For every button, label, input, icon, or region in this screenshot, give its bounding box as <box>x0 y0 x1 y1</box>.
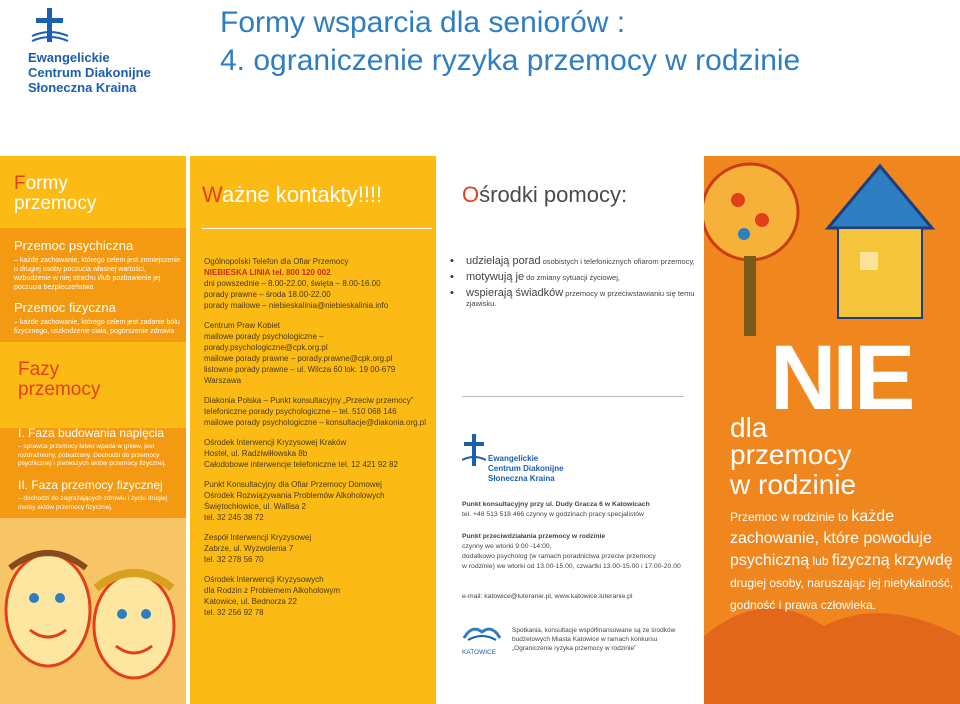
title-line-2: 4. ograniczenie ryzyka przemocy w rodzinie <box>220 44 801 77</box>
katowice-emblem-icon <box>462 622 502 642</box>
bullet-item <box>466 288 698 309</box>
katowice-label: KATOWICE <box>462 649 497 656</box>
logo-line: Centrum Diakonijne <box>28 65 151 80</box>
bullet-item <box>466 256 698 267</box>
contact-entry <box>204 256 434 311</box>
sponsor-note: Spotkania, konsultacje współfinansowane są ze środków budżetowych Miasta Katowice w ramach konkursu „Ograniczenie ryzyka przemocy w rodzinie” <box>512 627 676 652</box>
logo-line: Słoneczna Kraina <box>28 80 137 95</box>
paragraph-segment: Przemoc w rodzinie to <box>730 510 852 524</box>
campaign-column <box>704 156 960 704</box>
info-line: Punkt przeciwdziałania przemocy w rodzinie <box>462 533 606 540</box>
phases-heading-box <box>0 342 186 428</box>
info-line: dodatkowo psycholog (w ramach poradnictwa przeciw przemocy <box>462 553 656 560</box>
contact-detail: tel. 32 256 92 78 <box>204 608 264 617</box>
definition-paragraph <box>730 506 956 616</box>
consultation-point <box>462 500 698 520</box>
contact-detail: Świętochłowice, ul. Wallisa 2 <box>204 502 306 511</box>
contact-detail: mailowe porady prawne – porady.prawne@cpk.org.pl <box>204 354 393 363</box>
heading-line-2: przemocy <box>14 193 97 214</box>
contact-detail: tel. 32 278 56 70 <box>204 555 264 564</box>
phases-heading <box>18 360 100 400</box>
contact-detail: Całodobowe interwencje telefoniczne tel. 12 421 92 82 <box>204 460 398 469</box>
contact-name: Ośrodek Rozwiązywania Problemów Alkoholowych <box>204 491 385 500</box>
help-bullets <box>466 256 698 314</box>
paragraph-segment: zachowanie, które powoduje psychiczną <box>730 530 932 569</box>
contact-entry <box>204 320 434 386</box>
bullet-lead: wspierają świadków <box>466 287 564 299</box>
contacts-heading <box>202 182 382 208</box>
bullet-rest: osobistych i telefonicznych ofiarom przemocy, <box>540 257 695 266</box>
help-centers-heading <box>462 182 627 208</box>
section-title: Przemoc psychiczna <box>14 238 134 253</box>
katowice-logo <box>462 622 506 656</box>
phase-desc: – sprawca przemocy łatwo wpada w gniew, jest rozdrażniony, pobudzony. Dochodzi do przemocy psychicznej i pierwszych aktów przemocy fizycznej. <box>18 443 167 467</box>
contact-detail: mailowe porady psychologiczne – konsultacje@diakonia.org.pl <box>204 418 427 427</box>
divider <box>462 396 684 397</box>
contacts-list <box>204 256 434 627</box>
logo <box>28 6 178 102</box>
logo-small <box>462 432 572 488</box>
heading-rest: ormy <box>25 173 68 194</box>
section-desc: – każde zachowanie, którego celem jest zadanie bólu fizycznego, uszkodzenie ciała, pogorszenie zdrowia <box>14 319 180 335</box>
info-line: w rodzinie) we wtorki od 13.00-15.00, czwartki 13.00-15.00 i 17.00-20.00 <box>462 563 681 570</box>
contact-detail: porady mailowe – niebieskalinia@niebieskalinia.info <box>204 301 389 310</box>
bullet-item <box>466 272 698 283</box>
bullet-lead: udzielają porad <box>466 255 541 267</box>
contact-detail: mailowe porady psychologiczne – porady.psychologiczne@cpk.org.pl <box>204 332 328 352</box>
forms-column <box>0 156 186 704</box>
bullet-rest: do zmiany sytuacji życiowej, <box>524 273 620 282</box>
bullet-lead: motywują je <box>466 271 525 283</box>
phase-title: II. Faza przemocy fizycznej <box>18 478 163 492</box>
divider <box>202 228 432 229</box>
logo-line: Ewangelickie <box>488 454 539 463</box>
contact-name: Ogólnopolski Telefon dla Ofiar Przemocy <box>204 257 349 266</box>
cross-logo-icon <box>28 6 72 46</box>
contact-name: Centrum Praw Kobiet <box>204 321 281 330</box>
contact-entry <box>204 437 434 470</box>
email-line: e-mail: katowice@luteranie.pl, www.katowice.luteranie.pl <box>462 593 633 600</box>
phases-line-1: Fazy <box>18 359 60 380</box>
contact-highlight: NIEBIESKA LINIA <box>204 268 271 277</box>
contact-name: Zespół Interwencji Kryzysowej <box>204 533 312 542</box>
paragraph-segment: lub <box>809 554 832 568</box>
help-centers-column <box>440 156 702 704</box>
info-line: tel. +48 513 518 466 czynny w godzinach pracy specjalistów <box>462 511 644 518</box>
contact-detail: telefoniczne porady psychologiczne – tel. 510 068 146 <box>204 407 397 416</box>
info-line: czynny we wtorki 9:00 -14:00, <box>462 543 552 550</box>
heading-initial: O <box>462 182 480 207</box>
contact-entry <box>204 574 434 618</box>
contact-detail: porady prawne – środa 18.00-22.00 <box>204 290 331 299</box>
header <box>0 0 960 156</box>
contact-line <box>204 267 434 278</box>
contact-detail: Hostel, ul. Radziwiłłowska 8b <box>204 449 308 458</box>
forms-heading <box>14 174 96 214</box>
child-drawing-faces <box>0 518 186 704</box>
contact-name: Ośrodek Interwencji Kryzysowych <box>204 575 324 584</box>
logo-line: Ewangelickie <box>28 50 110 65</box>
section-desc: – każde zachowanie, którego celem jest zmniejszenie u drugiej osoby poczucia własnej wartości, wzbudzenie w niej strachu i/lub pozbawienie jej poczucia bezpieczeństwa <box>14 257 181 291</box>
contact-entry <box>204 479 434 523</box>
title-line-1: Formy wsparcia dla seniorów : <box>220 6 626 39</box>
section-title: Przemoc fizyczna <box>14 300 116 315</box>
contacts-column <box>190 156 436 704</box>
phase-desc: – dochodzi do zagrażających zdrowiu i życiu drugiej osoby aktów przemocy fizycznej. <box>18 495 168 511</box>
section-physical <box>14 300 182 336</box>
phase-title: I. Faza budowania napięcia <box>18 426 165 440</box>
forms-heading-box <box>0 156 186 228</box>
contact-detail: dni powszednie – 8.00-22.00, święta – 8.00-16.00 <box>204 279 381 288</box>
heading-initial: W <box>202 182 222 207</box>
heading-rest: ażne kontakty!!!! <box>221 182 383 207</box>
subtitle-line-1: przemocy <box>730 439 852 470</box>
contact-name: Ośrodek Interwencji Kryzysowej Kraków <box>204 438 347 447</box>
campaign-subtitle <box>730 440 856 500</box>
contact-name: dla Rodzin z Problemem Alkoholowym <box>204 586 341 595</box>
phase-2 <box>18 478 184 512</box>
contact-phone: tel. 800 120 002 <box>270 268 331 277</box>
contact-name: Punkt Konsultacyjny dla Ofiar Przemocy Domowej <box>204 480 382 489</box>
heading-initial: F <box>14 173 26 194</box>
phase-1 <box>18 426 184 469</box>
page-title <box>220 4 800 80</box>
section-psychological <box>14 238 182 292</box>
nie-heading: NIE <box>770 327 912 429</box>
phases-line-2: przemocy <box>18 379 101 400</box>
contact-entry <box>204 395 434 428</box>
info-line: Punkt konsultacyjny przy ul. Dudy Gracza 6 w Katowicach <box>462 501 650 508</box>
contact-name: Diakonia Polska – Punkt konsultacyjny „Przeciw przemocy” <box>204 396 414 405</box>
contact-detail: tel. 32 245 38 72 <box>204 513 264 522</box>
contact-detail: Zabrze, ul. Wyzwolenia 7 <box>204 544 294 553</box>
dla-label: dla <box>730 412 768 443</box>
contact-detail: Katowice, ul. Bednorza 22 <box>204 597 297 606</box>
contact-detail: listowne porady prawne – ul. Wilcza 60 lok. 19 00-679 Warszawa <box>204 365 396 385</box>
prevention-point <box>462 532 698 572</box>
contact-entry <box>204 532 434 565</box>
paragraph-segment: fizyczną krzywdę <box>831 552 953 569</box>
cross-logo-icon <box>462 432 486 472</box>
bullet-rest: przemocy w przeciwstawianiu się temu zjawisku. <box>466 289 695 308</box>
logo-line: Centrum Diakonijne <box>488 464 564 473</box>
logo-line: Słoneczna Kraina <box>488 474 555 483</box>
subtitle-line-2: w rodzinie <box>730 469 857 500</box>
heading-rest: środki pomocy: <box>479 182 628 207</box>
paragraph-segment: drugiej osoby, naruszając jej nietykalność, godność i prawa człowieka. <box>730 576 954 612</box>
paragraph-segment: każde <box>851 508 895 525</box>
